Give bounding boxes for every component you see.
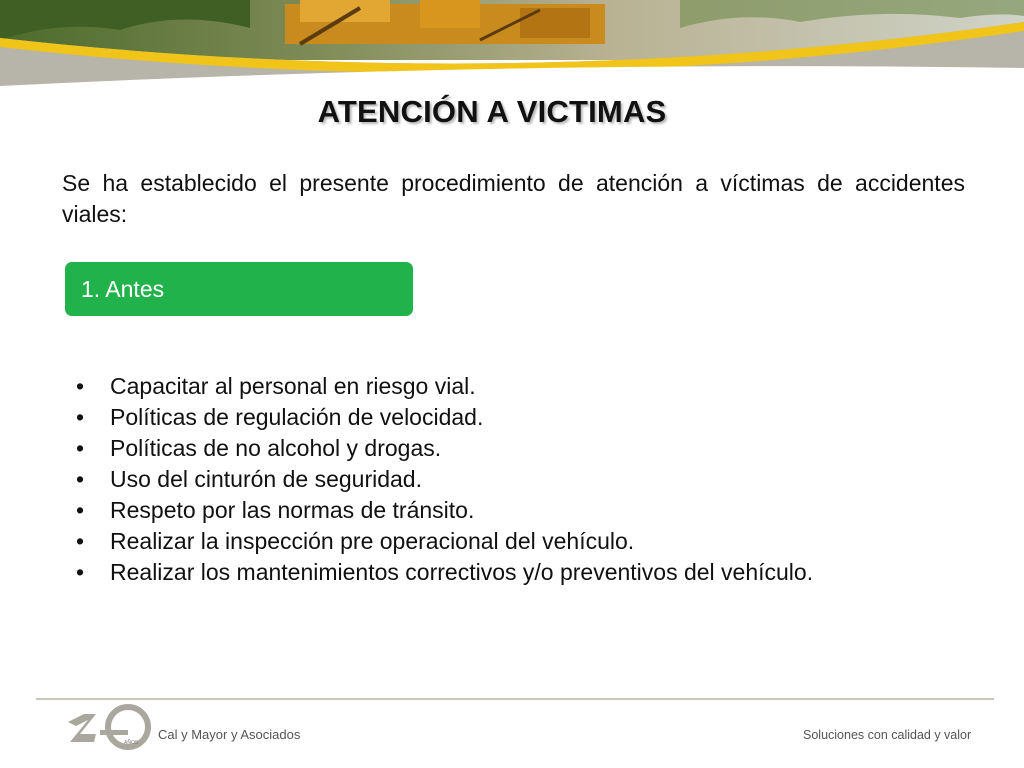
- list-item: • Realizar la inspección pre operacional del vehículo.: [76, 526, 813, 557]
- list-item: • Uso del cinturón de seguridad.: [76, 464, 813, 495]
- list-item: • Realizar los mantenimientos correctivos y/o preventivos del vehículo.: [76, 557, 813, 588]
- header-banner: [0, 0, 1024, 92]
- bullet-icon: •: [76, 435, 85, 461]
- list-item: • Políticas de regulación de velocidad.: [76, 402, 813, 433]
- company-slogan: Soluciones con calidad y valor: [803, 728, 972, 742]
- list-item: • Capacitar al personal en riesgo vial.: [76, 371, 813, 402]
- bullet-icon: •: [76, 559, 85, 585]
- bullet-icon: •: [76, 404, 85, 430]
- section-label: 1. Antes: [81, 275, 165, 302]
- logo-caption: AÑOS: [124, 740, 139, 746]
- footer-divider: [36, 698, 994, 700]
- bullet-icon: •: [76, 497, 85, 523]
- company-name: Cal y Mayor y Asociados: [158, 727, 301, 742]
- bullet-icon: •: [76, 373, 85, 399]
- list-item: • Políticas de no alcohol y drogas.: [76, 433, 813, 464]
- bullet-icon: •: [76, 528, 85, 554]
- list-item: • Respeto por las normas de tránsito.: [76, 495, 813, 526]
- bullet-icon: •: [76, 466, 85, 492]
- intro-paragraph: Se ha establecido el presente procedimiento de atención a víctimas de accidentes viales:: [62, 170, 965, 227]
- bullet-list: [76, 371, 813, 588]
- section-header-antes: [65, 262, 413, 316]
- anniversary-logo-icon: [66, 704, 154, 750]
- machinery-image: [285, 0, 605, 44]
- slide-title: ATENCIÓN A VICTIMAS: [317, 94, 667, 129]
